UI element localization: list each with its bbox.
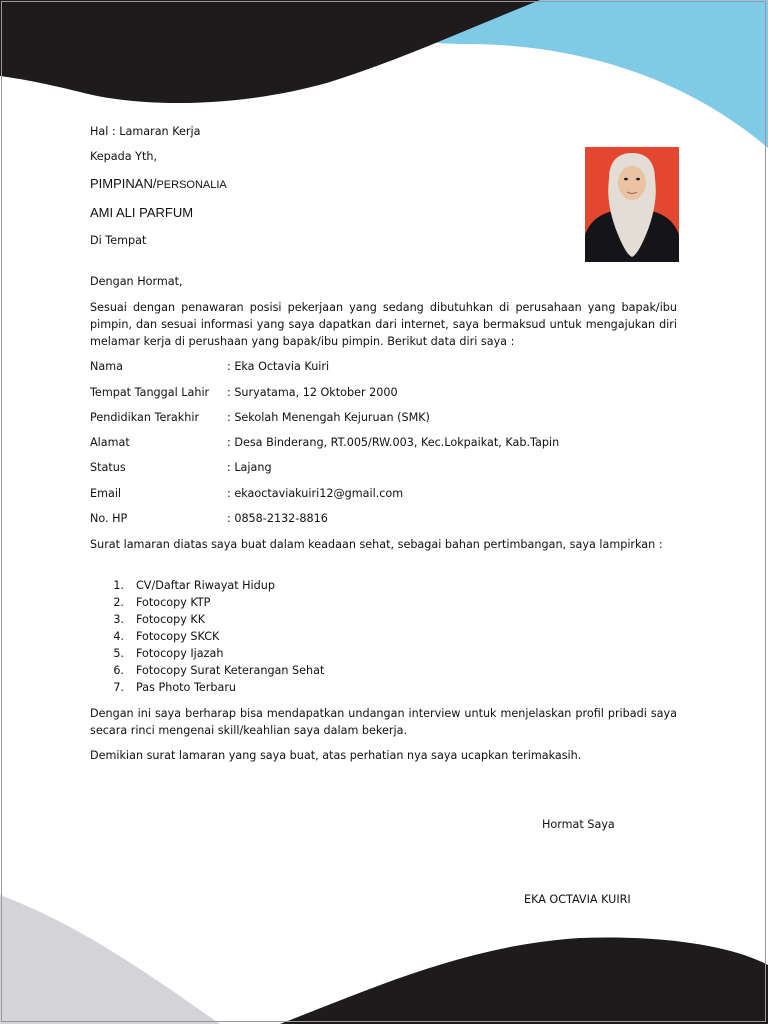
applicant-photo: [585, 147, 679, 262]
list-text: Fotocopy KTP: [136, 596, 211, 609]
list-number: 1.: [113, 579, 124, 592]
data-value: : Suryatama, 12 Oktober 2000: [227, 386, 398, 399]
subject-line: Hal : Lamaran Kerja: [90, 125, 201, 138]
intro-paragraph: Sesuai dengan penawaran posisi pekerjaan yang sedang dibutuhkan di perusahaan yang bapak/ibu pimpin, dan sesuai informasi yang saya dapatkan dari internet, saya bermaksud untuk mengajukan diri melamar kerja di perushaan yang bapak/ibu pimpin. Berikut data diri saya :: [90, 301, 677, 348]
data-label: No. HP: [90, 512, 128, 525]
recipient-place: Di Tempat: [90, 234, 147, 247]
closing-paragraph: Demikian surat lamaran yang saya buat, atas perhatian nya saya ucapkan terimakasih.: [90, 749, 582, 762]
signer-name: EKA OCTAVIA KUIRI: [524, 893, 631, 906]
data-value: : Sekolah Menengah Kejuruan (SMK): [227, 411, 430, 424]
recipient-company: AMI ALI PARFUM: [90, 205, 194, 220]
list-text: Pas Photo Terbaru: [136, 681, 237, 694]
data-value: : Eka Octavia Kuiri: [227, 360, 330, 373]
data-value: : 0858-2132-8816: [227, 512, 328, 525]
top-dark-wave: [0, 0, 540, 103]
list-text: Fotocopy Ijazah: [136, 647, 224, 660]
list-number: 7.: [113, 681, 124, 694]
hope-paragraph: Dengan ini saya berharap bisa mendapatkan undangan interview untuk menjelaskan profil pribadi saya secara rinci mengenai skill/keahlian saya dalam bekerja.: [90, 707, 677, 737]
list-number: 5.: [113, 647, 124, 660]
data-label: Tempat Tanggal Lahir: [90, 386, 210, 399]
sign-off: Hormat Saya: [542, 818, 615, 831]
data-label: Status: [90, 461, 126, 474]
greeting-to: Kepada Yth,: [90, 150, 157, 163]
data-label: Email: [90, 487, 122, 500]
data-value: : Desa Binderang, RT.005/RW.003, Kec.Lokpaikat, Kab.Tapin: [227, 436, 560, 449]
list-number: 6.: [113, 664, 124, 677]
list-text: Fotocopy KK: [136, 613, 206, 626]
recipient-position: [90, 176, 227, 193]
list-number: 4.: [113, 630, 124, 643]
recipient-position-sub: PERSONALIA: [156, 179, 227, 191]
bottom-dark-wave: [280, 937, 768, 1024]
list-number: 3.: [113, 613, 124, 626]
salutation: Dengan Hormat,: [90, 275, 183, 288]
recipient-position-main: PIMPINAN/: [90, 176, 157, 191]
list-text: Fotocopy SKCK: [136, 630, 220, 643]
data-value: : ekaoctaviakuiri12@gmail.com: [227, 487, 404, 500]
list-number: 2.: [113, 596, 124, 609]
data-label: Alamat: [90, 436, 130, 449]
bottom-gray-wave: [0, 895, 220, 1024]
attachment-intro: Surat lamaran diatas saya buat dalam keadaan sehat, sebagai bahan pertimbangan, saya lampirkan :: [90, 538, 663, 551]
list-text: CV/Daftar Riwayat Hidup: [136, 579, 275, 592]
list-text: Fotocopy Surat Keterangan Sehat: [136, 664, 325, 677]
data-value: : Lajang: [227, 461, 272, 474]
data-label: Pendidikan Terakhir: [90, 411, 200, 424]
data-label: Nama: [90, 360, 123, 373]
